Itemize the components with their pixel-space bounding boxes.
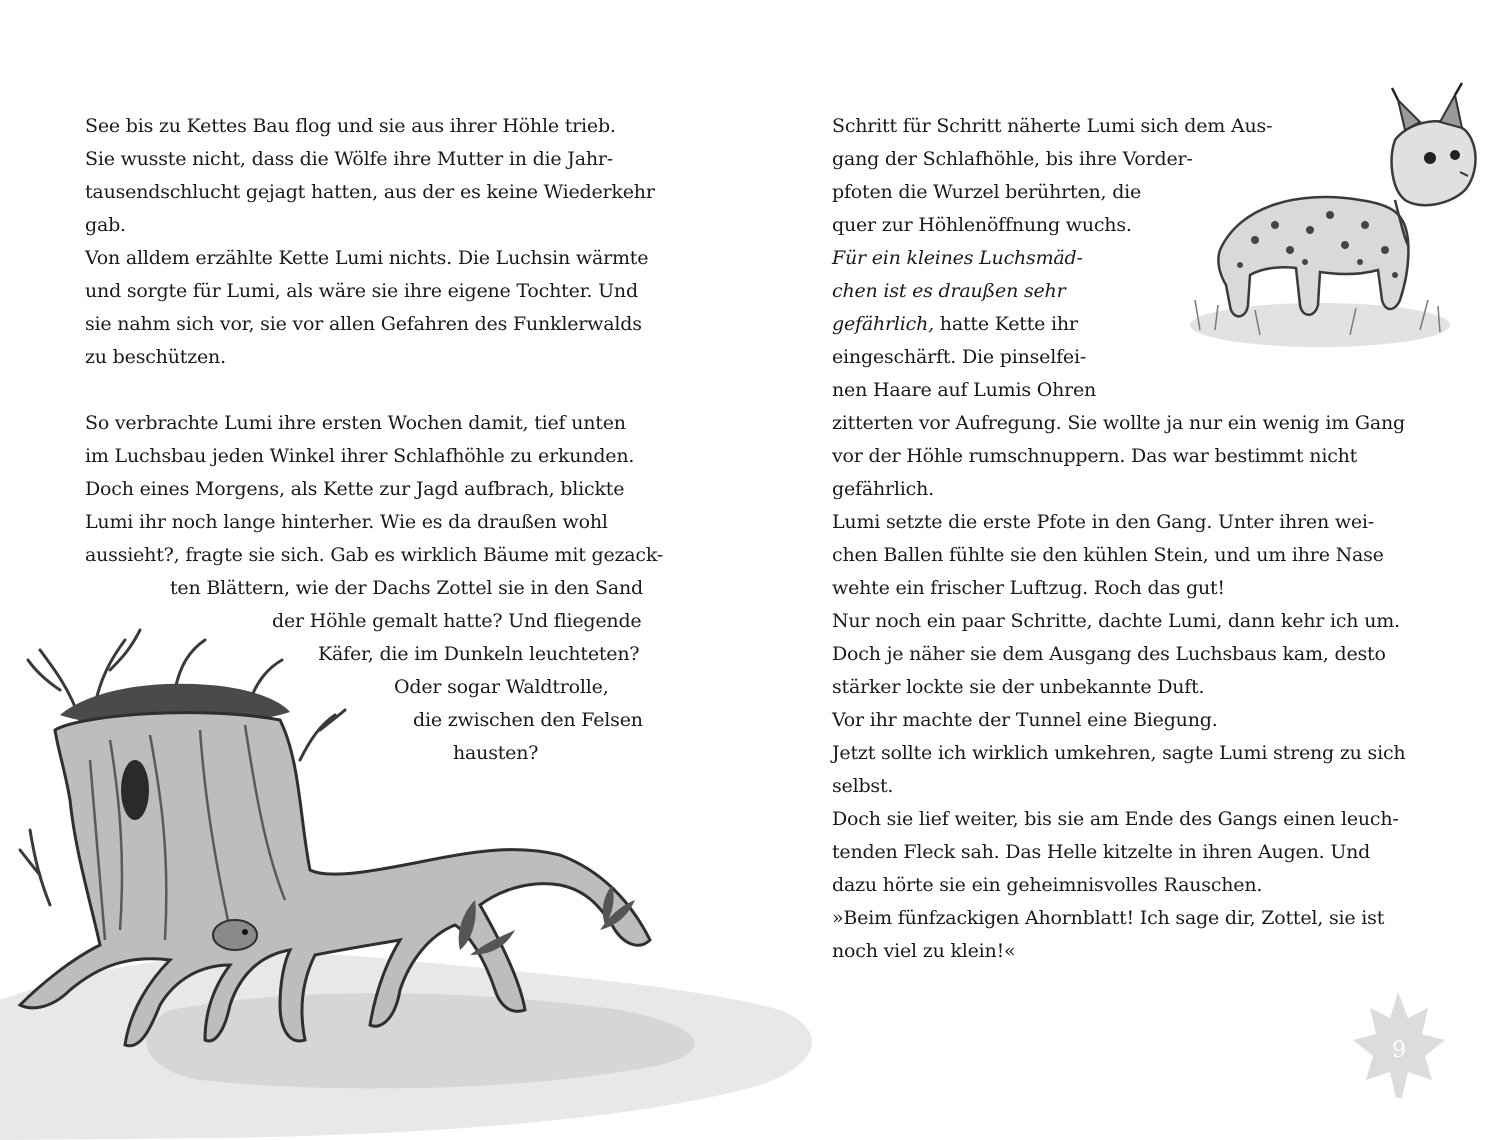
italic-text: Für ein kleines Luchsmäd- bbox=[832, 247, 1083, 269]
line-continuation: hatte Kette ihr bbox=[933, 313, 1078, 335]
text-line: vor der Höhle rumschnuppern. Das war bestimmt nicht bbox=[832, 445, 1358, 467]
text-line: Oder sogar Waldtrolle, bbox=[394, 676, 609, 698]
text-line: nen Haare auf Lumis Ohren bbox=[832, 379, 1097, 401]
text-line: Doch sie lief weiter, bis sie am Ende des Gangs einen leuch- bbox=[832, 808, 1399, 830]
text-line: der Höhle gemalt hatte? Und fliegende bbox=[272, 610, 642, 632]
text-line: eingeschärft. Die pinselfei- bbox=[832, 346, 1087, 368]
text-line: die zwischen den Felsen bbox=[413, 709, 643, 731]
text-line: gang der Schlafhöhle, bis ihre Vorder- bbox=[832, 148, 1193, 170]
text-line: im Luchsbau jeden Winkel ihrer Schlafhöhle zu erkunden. bbox=[85, 445, 635, 467]
text-line: chen Ballen fühlte sie den kühlen Stein, und um ihre Nase bbox=[832, 544, 1384, 566]
text-line: ten Blättern, wie der Dachs Zottel sie in den Sand bbox=[170, 577, 643, 599]
text-line: sie nahm sich vor, sie vor allen Gefahren des Funklerwalds bbox=[85, 313, 642, 335]
text-line: Von alldem erzählte Kette Lumi nichts. Die Luchsin wärmte bbox=[85, 247, 649, 269]
text-line-italic bbox=[832, 275, 1065, 308]
text-line: noch viel zu klein!« bbox=[832, 940, 1016, 962]
text-line: tenden Fleck sah. Das Helle kitzelte in ihren Augen. Und bbox=[832, 841, 1371, 863]
text-line: Käfer, die im Dunkeln leuchteten? bbox=[318, 643, 640, 665]
text-line: wehte ein frischer Luftzug. Roch das gut! bbox=[832, 577, 1225, 599]
text-line: tausendschlucht gejagt hatten, aus der es keine Wiederkehr bbox=[85, 181, 655, 203]
text-line: Vor ihr machte der Tunnel eine Biegung. bbox=[832, 709, 1218, 731]
italic-text: gefährlich, bbox=[832, 313, 934, 335]
text-line: aussieht?, fragte sie sich. Gab es wirklich Bäume mit gezack- bbox=[85, 544, 664, 566]
text-line: Jetzt sollte ich wirklich umkehren, sagte Lumi streng zu sich bbox=[832, 742, 1406, 764]
text-line: stärker lockte sie der unbekannte Duft. bbox=[832, 676, 1205, 698]
text-line bbox=[832, 308, 1078, 341]
text-line: Nur noch ein paar Schritte, dachte Lumi, dann kehr ich um. bbox=[832, 610, 1400, 632]
text-line: pfoten die Wurzel berührten, die bbox=[832, 181, 1142, 203]
text-line: Doch eines Morgens, als Kette zur Jagd aufbrach, blickte bbox=[85, 478, 625, 500]
text-line: Doch je näher sie dem Ausgang des Luchsbaus kam, desto bbox=[832, 643, 1386, 665]
text-line: »Beim fünfzackigen Ahornblatt! Ich sage dir, Zottel, sie ist bbox=[832, 907, 1385, 929]
page-number: 9 bbox=[1392, 1038, 1406, 1063]
text-line: Sie wusste nicht, dass die Wölfe ihre Mutter in die Jahr- bbox=[85, 148, 613, 170]
text-line: zu beschützen. bbox=[85, 346, 226, 368]
text-line: Lumi ihr noch lange hinterher. Wie es da draußen wohl bbox=[85, 511, 608, 533]
text-line: quer zur Höhlenöffnung wuchs. bbox=[832, 214, 1132, 236]
text-line: So verbrachte Lumi ihre ersten Wochen damit, tief unten bbox=[85, 412, 626, 434]
text-line: selbst. bbox=[832, 775, 894, 797]
italic-text: chen ist es draußen sehr bbox=[832, 280, 1066, 302]
text-line: Schritt für Schritt näherte Lumi sich dem Aus- bbox=[832, 115, 1273, 137]
text-line: dazu hörte sie ein geheimnisvolles Rauschen. bbox=[832, 874, 1263, 896]
text-line: gefährlich. bbox=[832, 478, 934, 500]
text-line: zitterten vor Aufregung. Sie wollte ja nur ein wenig im Gang bbox=[832, 412, 1405, 434]
text-line: hausten? bbox=[453, 742, 539, 764]
text-line-italic bbox=[832, 242, 1083, 275]
text-line: Lumi setzte die erste Pfote in den Gang. Unter ihren wei- bbox=[832, 511, 1375, 533]
text-line: und sorgte für Lumi, als wäre sie ihre eigene Tochter. Und bbox=[85, 280, 638, 302]
text-line: See bis zu Kettes Bau flog und sie aus ihrer Höhle trieb. bbox=[85, 115, 616, 137]
text-line: gab. bbox=[85, 214, 126, 236]
